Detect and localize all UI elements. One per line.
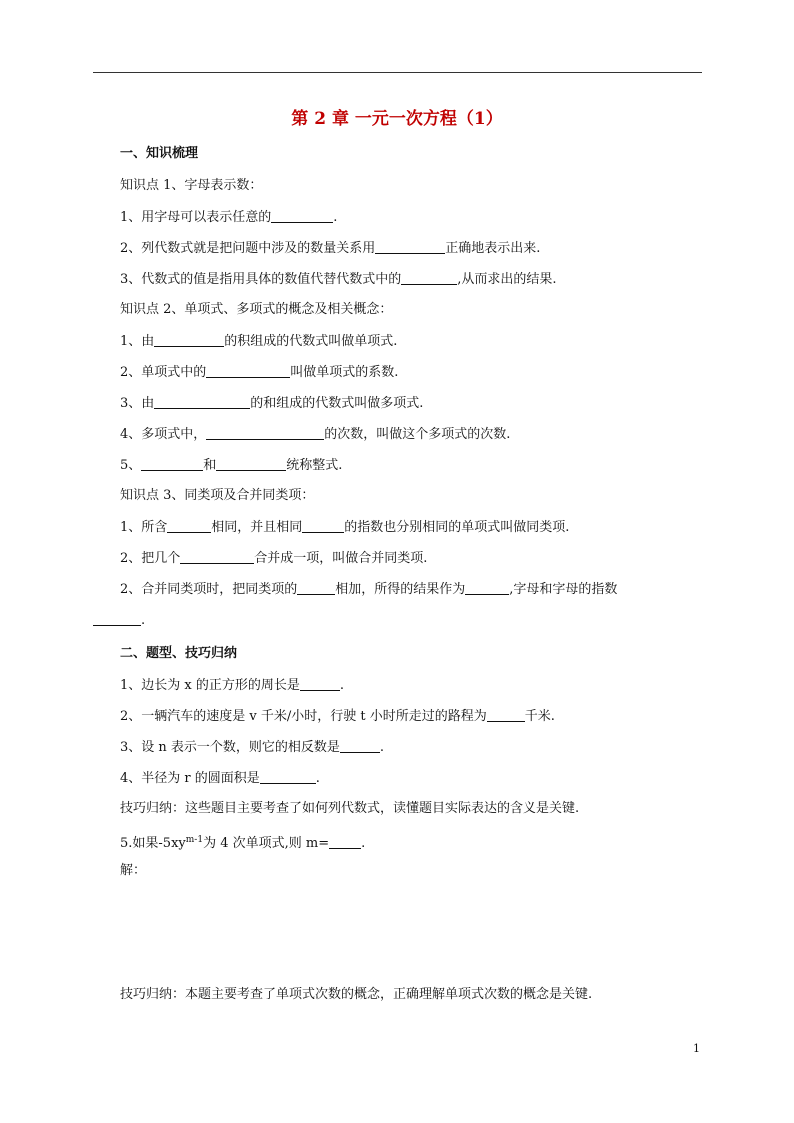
solution-label: 解： bbox=[120, 863, 147, 878]
answer-blank[interactable] bbox=[297, 580, 335, 595]
answer-blank[interactable] bbox=[401, 270, 457, 285]
answer-blank[interactable] bbox=[93, 611, 141, 626]
answer-blank[interactable] bbox=[260, 769, 316, 784]
kp2-item-4: 4、多项式中， 的次数，叫做这个多项式的次数. bbox=[120, 427, 511, 442]
kp1-item-2: 2、列代数式就是把问题中涉及的数量关系用 正确地表示出来. bbox=[120, 241, 541, 256]
answer-blank[interactable] bbox=[154, 394, 250, 409]
answer-blank[interactable] bbox=[206, 363, 290, 378]
tip-2: 技巧归纳：本题主要考查了单项式次数的概念，正确理解单项式次数的概念是关键. bbox=[120, 987, 593, 1002]
kp2-item-5: 5、 和 统称整式. bbox=[120, 458, 343, 473]
answer-blank[interactable] bbox=[465, 580, 509, 595]
kp1-item-1: 1、用字母可以表示任意的 . bbox=[120, 210, 338, 225]
kp3-item-2: 2、把几个 合并成一项，叫做合并同类项. bbox=[120, 551, 428, 566]
tip-1: 技巧归纳：这些题目主要考查了如何列代数式，读懂题目实际表达的含义是关键. bbox=[120, 801, 580, 816]
question-1: 1、边长为 x 的正方形的周长是 . bbox=[120, 678, 345, 693]
page-number: 1 bbox=[693, 1042, 700, 1055]
kp3-item-1: 1、所含 相同，并且相同 的指数也分别相同的单项式叫做同类项. bbox=[120, 520, 570, 535]
page-title: 第 2 章 一元一次方程（1） bbox=[291, 109, 503, 129]
answer-blank[interactable] bbox=[329, 834, 361, 849]
section-1-heading: 一、知识梳理 bbox=[120, 146, 199, 161]
kp3-item-3-continuation: . bbox=[93, 611, 145, 630]
answer-blank[interactable] bbox=[167, 518, 211, 533]
knowledge-point-1-label: 知识点 1、字母表示数： bbox=[120, 178, 263, 193]
answer-blank[interactable] bbox=[216, 456, 286, 471]
kp1-item-3: 3、代数式的值是指用具体的数值代替代数式中的 ,从而求出的结果. bbox=[120, 272, 557, 287]
kp2-item-3: 3、由 的和组成的代数式叫做多项式. bbox=[120, 396, 424, 411]
question-5: 5.如果$-5xy^{m-1}$为 4 次单项式,则 m= . bbox=[120, 835, 366, 851]
kp2-item-1: 1、由 的积组成的代数式叫做单项式. bbox=[120, 334, 398, 349]
answer-blank[interactable] bbox=[302, 518, 344, 533]
answer-blank[interactable] bbox=[300, 676, 340, 691]
knowledge-point-2-label: 知识点 2、单项式、多项式的概念及相关概念： bbox=[120, 302, 393, 317]
answer-blank[interactable] bbox=[180, 549, 254, 564]
answer-blank[interactable] bbox=[206, 425, 324, 440]
section-2-heading: 二、题型、技巧归纳 bbox=[120, 646, 238, 661]
answer-blank[interactable] bbox=[141, 456, 203, 471]
question-4: 4、半径为 r 的圆面积是 . bbox=[120, 771, 320, 786]
question-3: 3、设 n 表示一个数，则它的相反数是 . bbox=[120, 740, 385, 755]
kp3-item-3: 2、合并同类项时，把同类项的 相加，所得的结果作为 ,字母和字母的指数 bbox=[120, 582, 618, 597]
answer-blank[interactable] bbox=[375, 239, 445, 254]
kp2-item-2: 2、单项式中的 叫做单项式的系数. bbox=[120, 365, 399, 380]
answer-blank[interactable] bbox=[271, 208, 333, 223]
header-rule bbox=[93, 72, 702, 73]
question-2: 2、一辆汽车的速度是 v 千米/小时，行驶 t 小时所走过的路程为 千米. bbox=[120, 709, 555, 724]
answer-blank[interactable] bbox=[340, 738, 380, 753]
answer-blank[interactable] bbox=[154, 332, 224, 347]
answer-blank[interactable] bbox=[487, 707, 525, 722]
knowledge-point-3-label: 知识点 3、同类项及合并同类项： bbox=[120, 488, 315, 503]
